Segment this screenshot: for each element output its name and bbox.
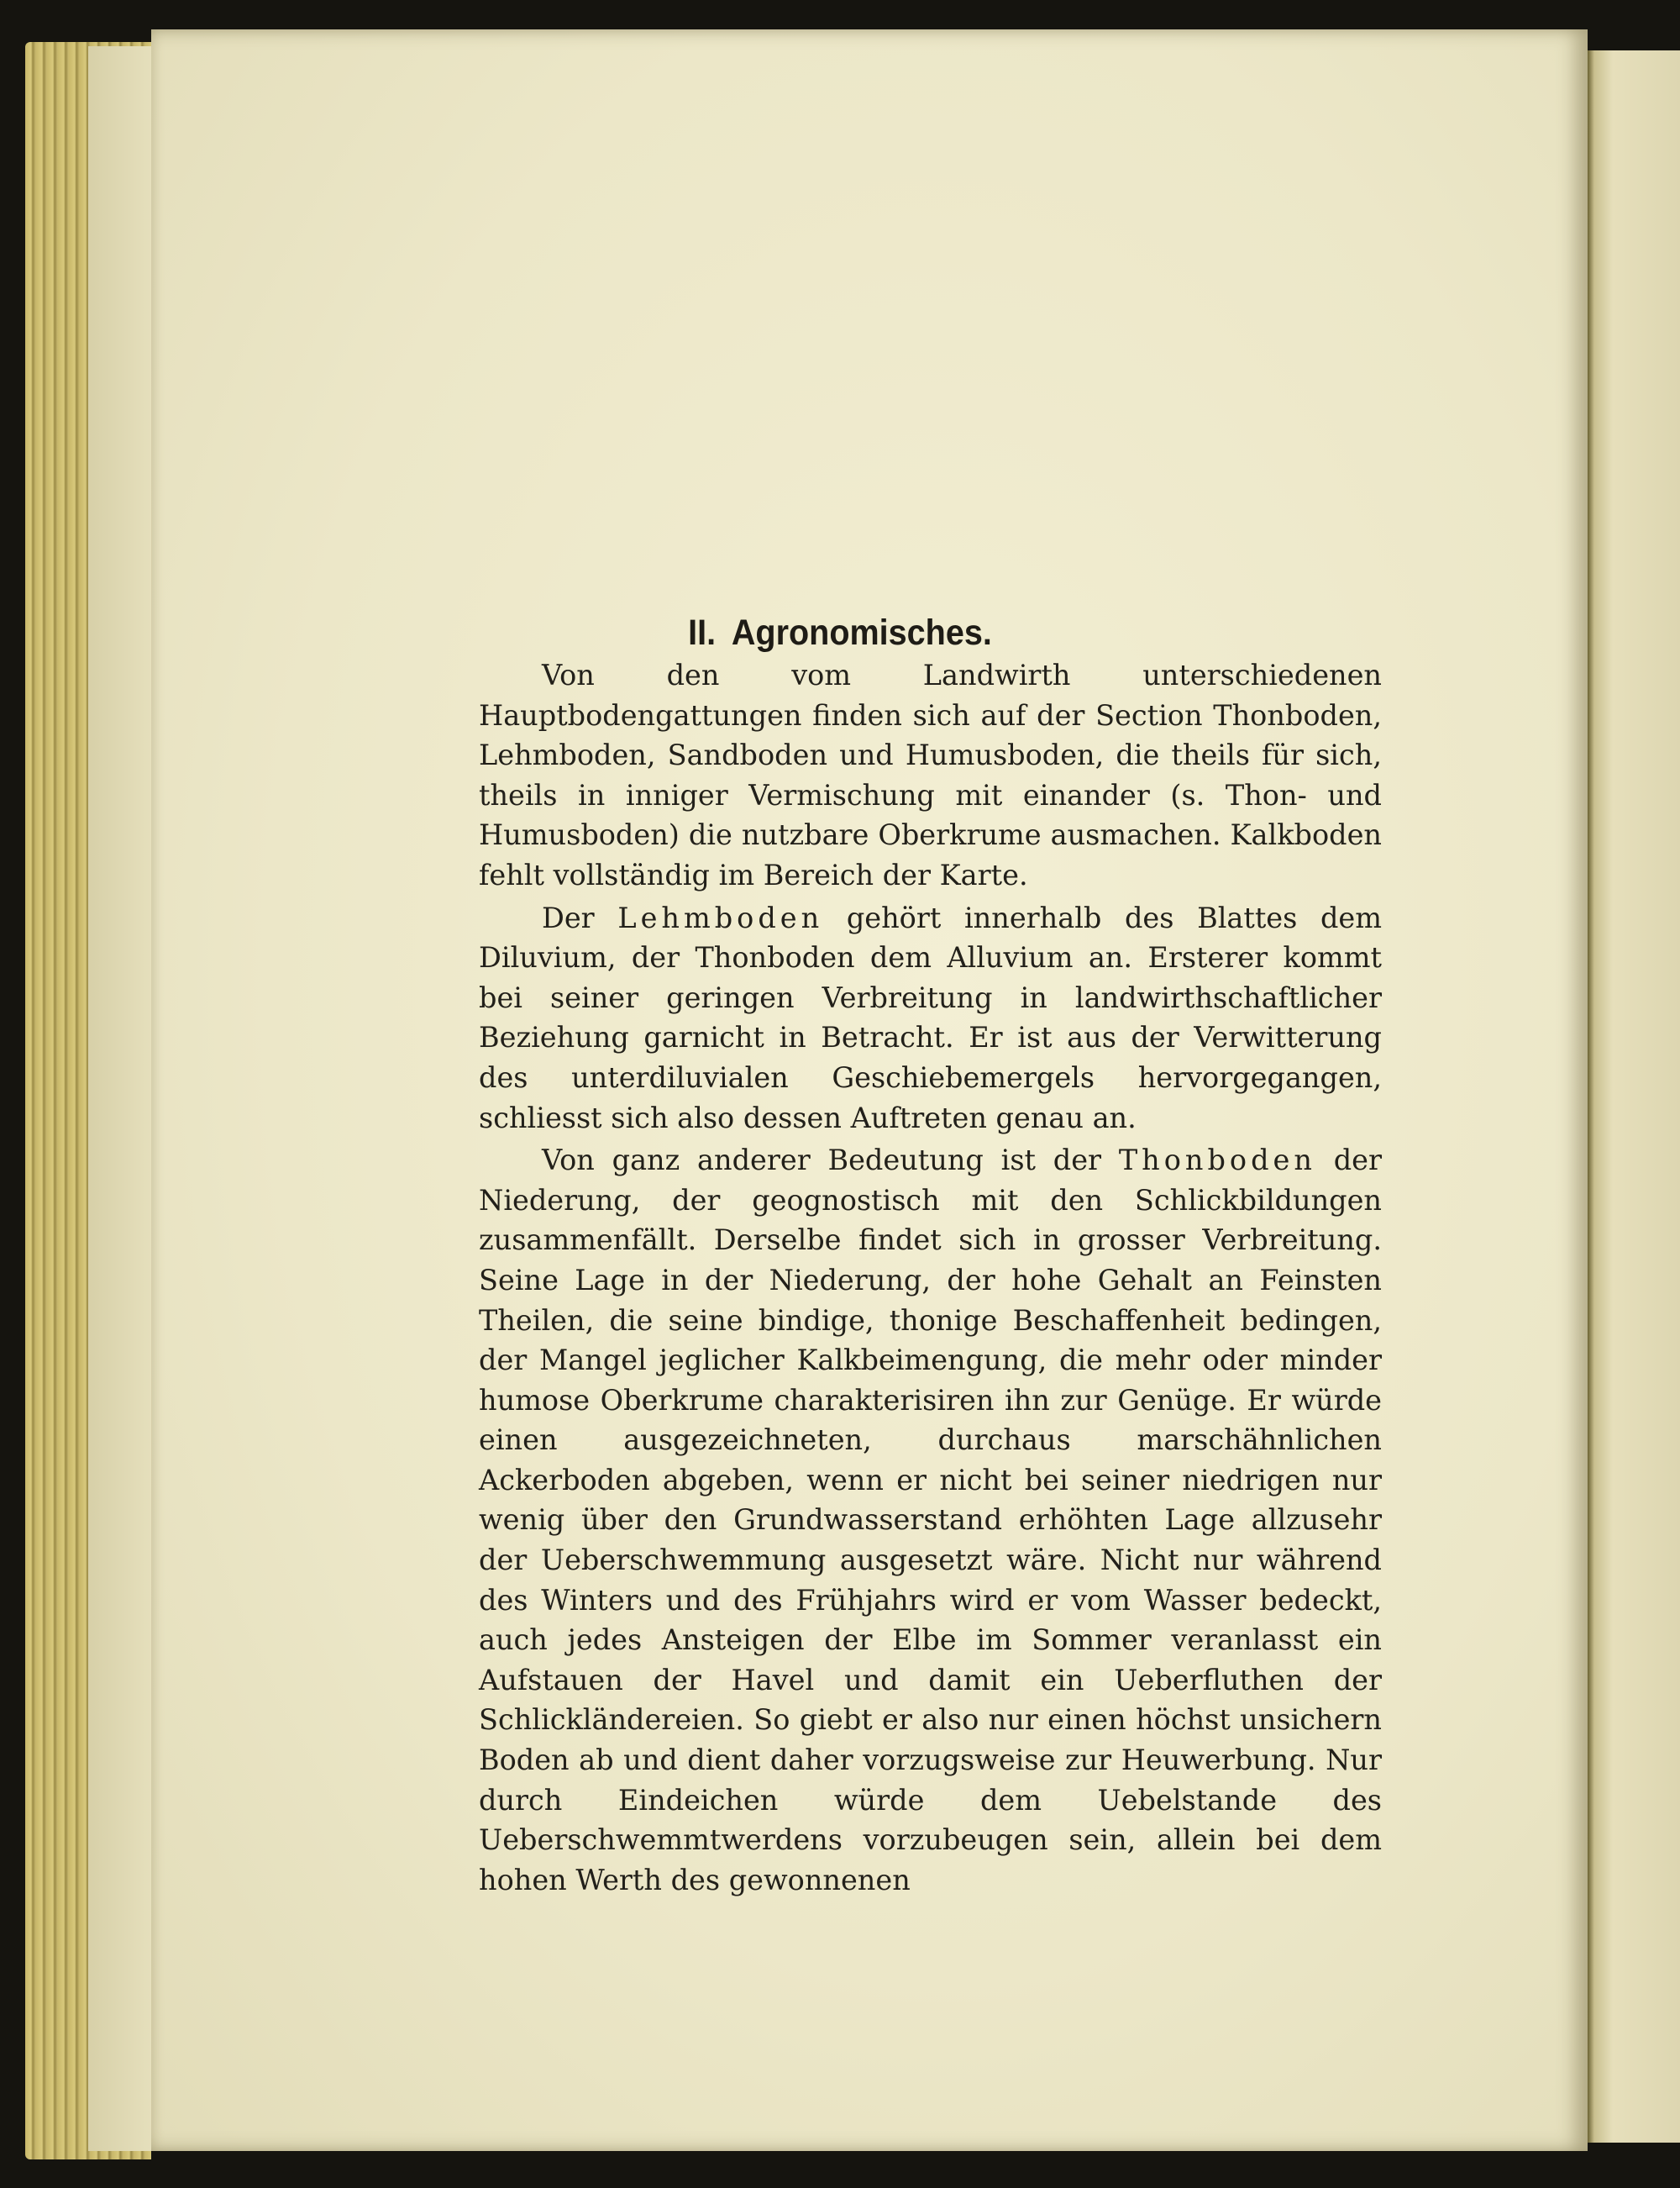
- body-text: [479, 655, 1382, 1902]
- paragraph-2: [479, 898, 1382, 1139]
- paragraph-3-before: Von ganz anderer Bedeutung ist der: [542, 1144, 1119, 1177]
- paragraph-2-emphasis: Lehmboden: [617, 901, 824, 934]
- section-heading: II. Agronomisches.: [688, 612, 992, 653]
- paragraph-1: [479, 655, 1382, 896]
- paragraph-3-after: der Niederung, der geognostisch mit den Schlickbildungen zusammenfällt. Derselbe findet sich in grosser Verbreitung. Seine Lage in der Niederung, der hohe Gehalt an Feinsten Theilen, die seine bindige, thonige Beschaffenheit bedingen, der Mangel jeglicher Kalkbeimengung, die mehr oder minder humose Oberkrume charakterisiren ihn zur Genüge. Er würde einen ausgezeichneten, durchaus marschähnlichen Ackerboden abgeben, wenn er nicht bei seiner niedrigen nur wenig über den Grundwasserstand erhöhten Lage allzusehr der Ueberschwemmung ausgesetzt wäre. Nicht nur während des Winters und des Frühjahrs wird er vom Wasser bedeckt, auch jedes Ansteigen der Elbe im Sommer veranlasst ein Aufstauen der Havel und damit ein Ueberfluthen der Schlickländereien. So giebt er also nur einen höchst unsichern Boden ab und dient daher vorzugsweise zur Heuwerbung. Nur durch Eindeichen würde dem Uebelstande des Ueberschwemmtwerdens vorzubeugen sein, allein bei dem hohen Werth des gewonnenen: [479, 1144, 1382, 1896]
- paragraph-2-before: Der: [542, 901, 618, 934]
- paragraph-3-emphasis: Thonboden: [1118, 1144, 1316, 1177]
- facing-page-edge: [1588, 50, 1680, 2143]
- paragraph-3: [479, 1140, 1382, 1900]
- paragraph-2-after: gehört innerhalb des Blattes dem Diluvium, der Thonboden dem Alluvium an. Ersterer kommt bei seiner geringen Verbreitung in landwirthschaftlicher Beziehung garnicht in Betracht. Er ist aus der Verwitterung des unterdiluvialen Geschiebemergels hervorgegangen, schliesst sich also dessen Auftreten genau an.: [479, 901, 1382, 1134]
- paragraph-1-text: Von den vom Landwirth unterschiedenen Hauptbodengattungen finden sich auf der Section Thonboden, Lehmboden, Sandboden und Humusboden, die theils für sich, theils in inniger Vermischung mit einander (s. Thon- und Humusboden) die nutzbare Oberkrume ausmachen. Kalkboden fehlt vollständig im Bereich der Karte.: [479, 659, 1382, 892]
